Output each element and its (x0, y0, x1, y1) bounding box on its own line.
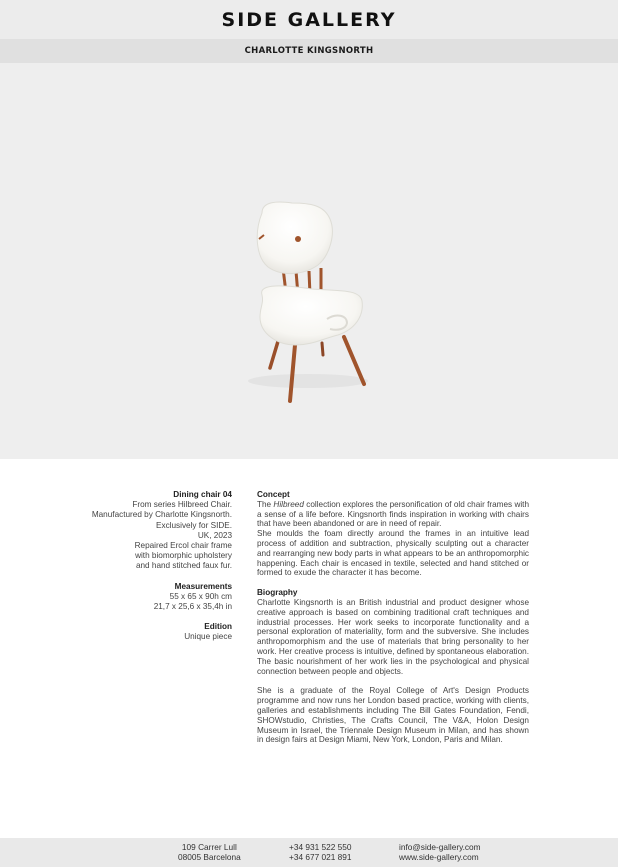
product-photo (0, 63, 618, 459)
details-column (40, 490, 232, 643)
concept-paragraph-1 (257, 500, 529, 529)
biography-paragraph-1: Charlotte Kingsnorth is an British industrial and product designer whose creative approach is based on combining traditional craft techniques and industrial processes. Her work seeks to incorporate functionality and a personal exploration of materiality, form and the subversive. She includes anthropomorphism and the use of materials that bring personality to her work. Her creative process is intuitive, defined by spontaneous elaboration. The basic nourishment of her work lies in the psychological and physical connection between people and objects. (257, 597, 529, 676)
chair-illustration (0, 63, 618, 459)
description-line: Exclusively for SIDE. (156, 520, 232, 530)
description-line: Manufactured by Charlotte Kingsnorth. (91, 510, 232, 520)
text-column (257, 490, 529, 745)
phone-number[interactable]: +34 931 522 550 (289, 842, 352, 852)
edition-value: Unique piece (184, 632, 232, 642)
phone-number[interactable]: +34 677 021 891 (289, 852, 352, 862)
footer (0, 838, 618, 867)
description-line: UK, 2023 (197, 530, 232, 540)
footer-web (399, 842, 481, 862)
series-name: Hilbreed (273, 499, 304, 509)
measurements-label: Measurements (174, 581, 232, 591)
description-line: From series Hilbreed Chair. (132, 500, 232, 510)
artist-name: CHARLOTTE KINGSNORTH (244, 46, 374, 56)
email-link[interactable]: info@side-gallery.com (399, 842, 481, 852)
address-line: 08005 Barcelona (178, 852, 241, 862)
address-line: 109 Carrer Lull (181, 842, 237, 852)
concept-text: The (257, 499, 274, 509)
measurement-cm: 55 x 65 x 90h cm (169, 591, 232, 601)
artist-header (0, 39, 618, 63)
brand-header (0, 0, 618, 39)
edition-label: Edition (204, 622, 232, 632)
description-line: Repaired Ercol chair frame (134, 541, 232, 551)
concept-paragraph-2: She moulds the foam directly around the frames in an intuitive lead process of addition and subtraction, physically sculpting out a character and rearranging new body parts in what appears to be an anthropomorphic happening. Each chair is encased in textile, selected and hand stitched or formed to exude the character it has become. (257, 529, 529, 578)
biography-paragraph-2: She is a graduate of the Royal College of Art's Design Products programme and now runs her London based practice, working with clients, galleries and establishments including The Bill Gates Foundation, Fendi, SHOWstudio, Christies, The Crafts Council, The V&A, Holon Design Museum in Israel, the Triennale Design Museum in Milan, and has shown in design fairs at Design Miami, New York, London, Paris and Milan. (257, 686, 529, 745)
description-line: and hand stitched faux fur. (135, 561, 232, 571)
brand-logo: SIDE GALLERY (221, 8, 397, 31)
website-link[interactable]: www.side-gallery.com (399, 852, 479, 862)
concept-heading: Concept (257, 490, 290, 499)
biography-heading: Biography (257, 588, 298, 598)
measurement-in: 21,7 x 25,6 x 35,4h in (153, 602, 232, 612)
piece-title: Dining chair 04 (173, 490, 232, 499)
footer-phones (289, 842, 352, 862)
description-line: with biomorphic upholstery (135, 551, 232, 561)
footer-address (178, 842, 241, 862)
concept-text: collection explores the personification of old chair frames with a sense of a life before. Kingsnorth finds inspiration in working with chairs that have been abandoned or are in need of repair. (257, 499, 530, 529)
